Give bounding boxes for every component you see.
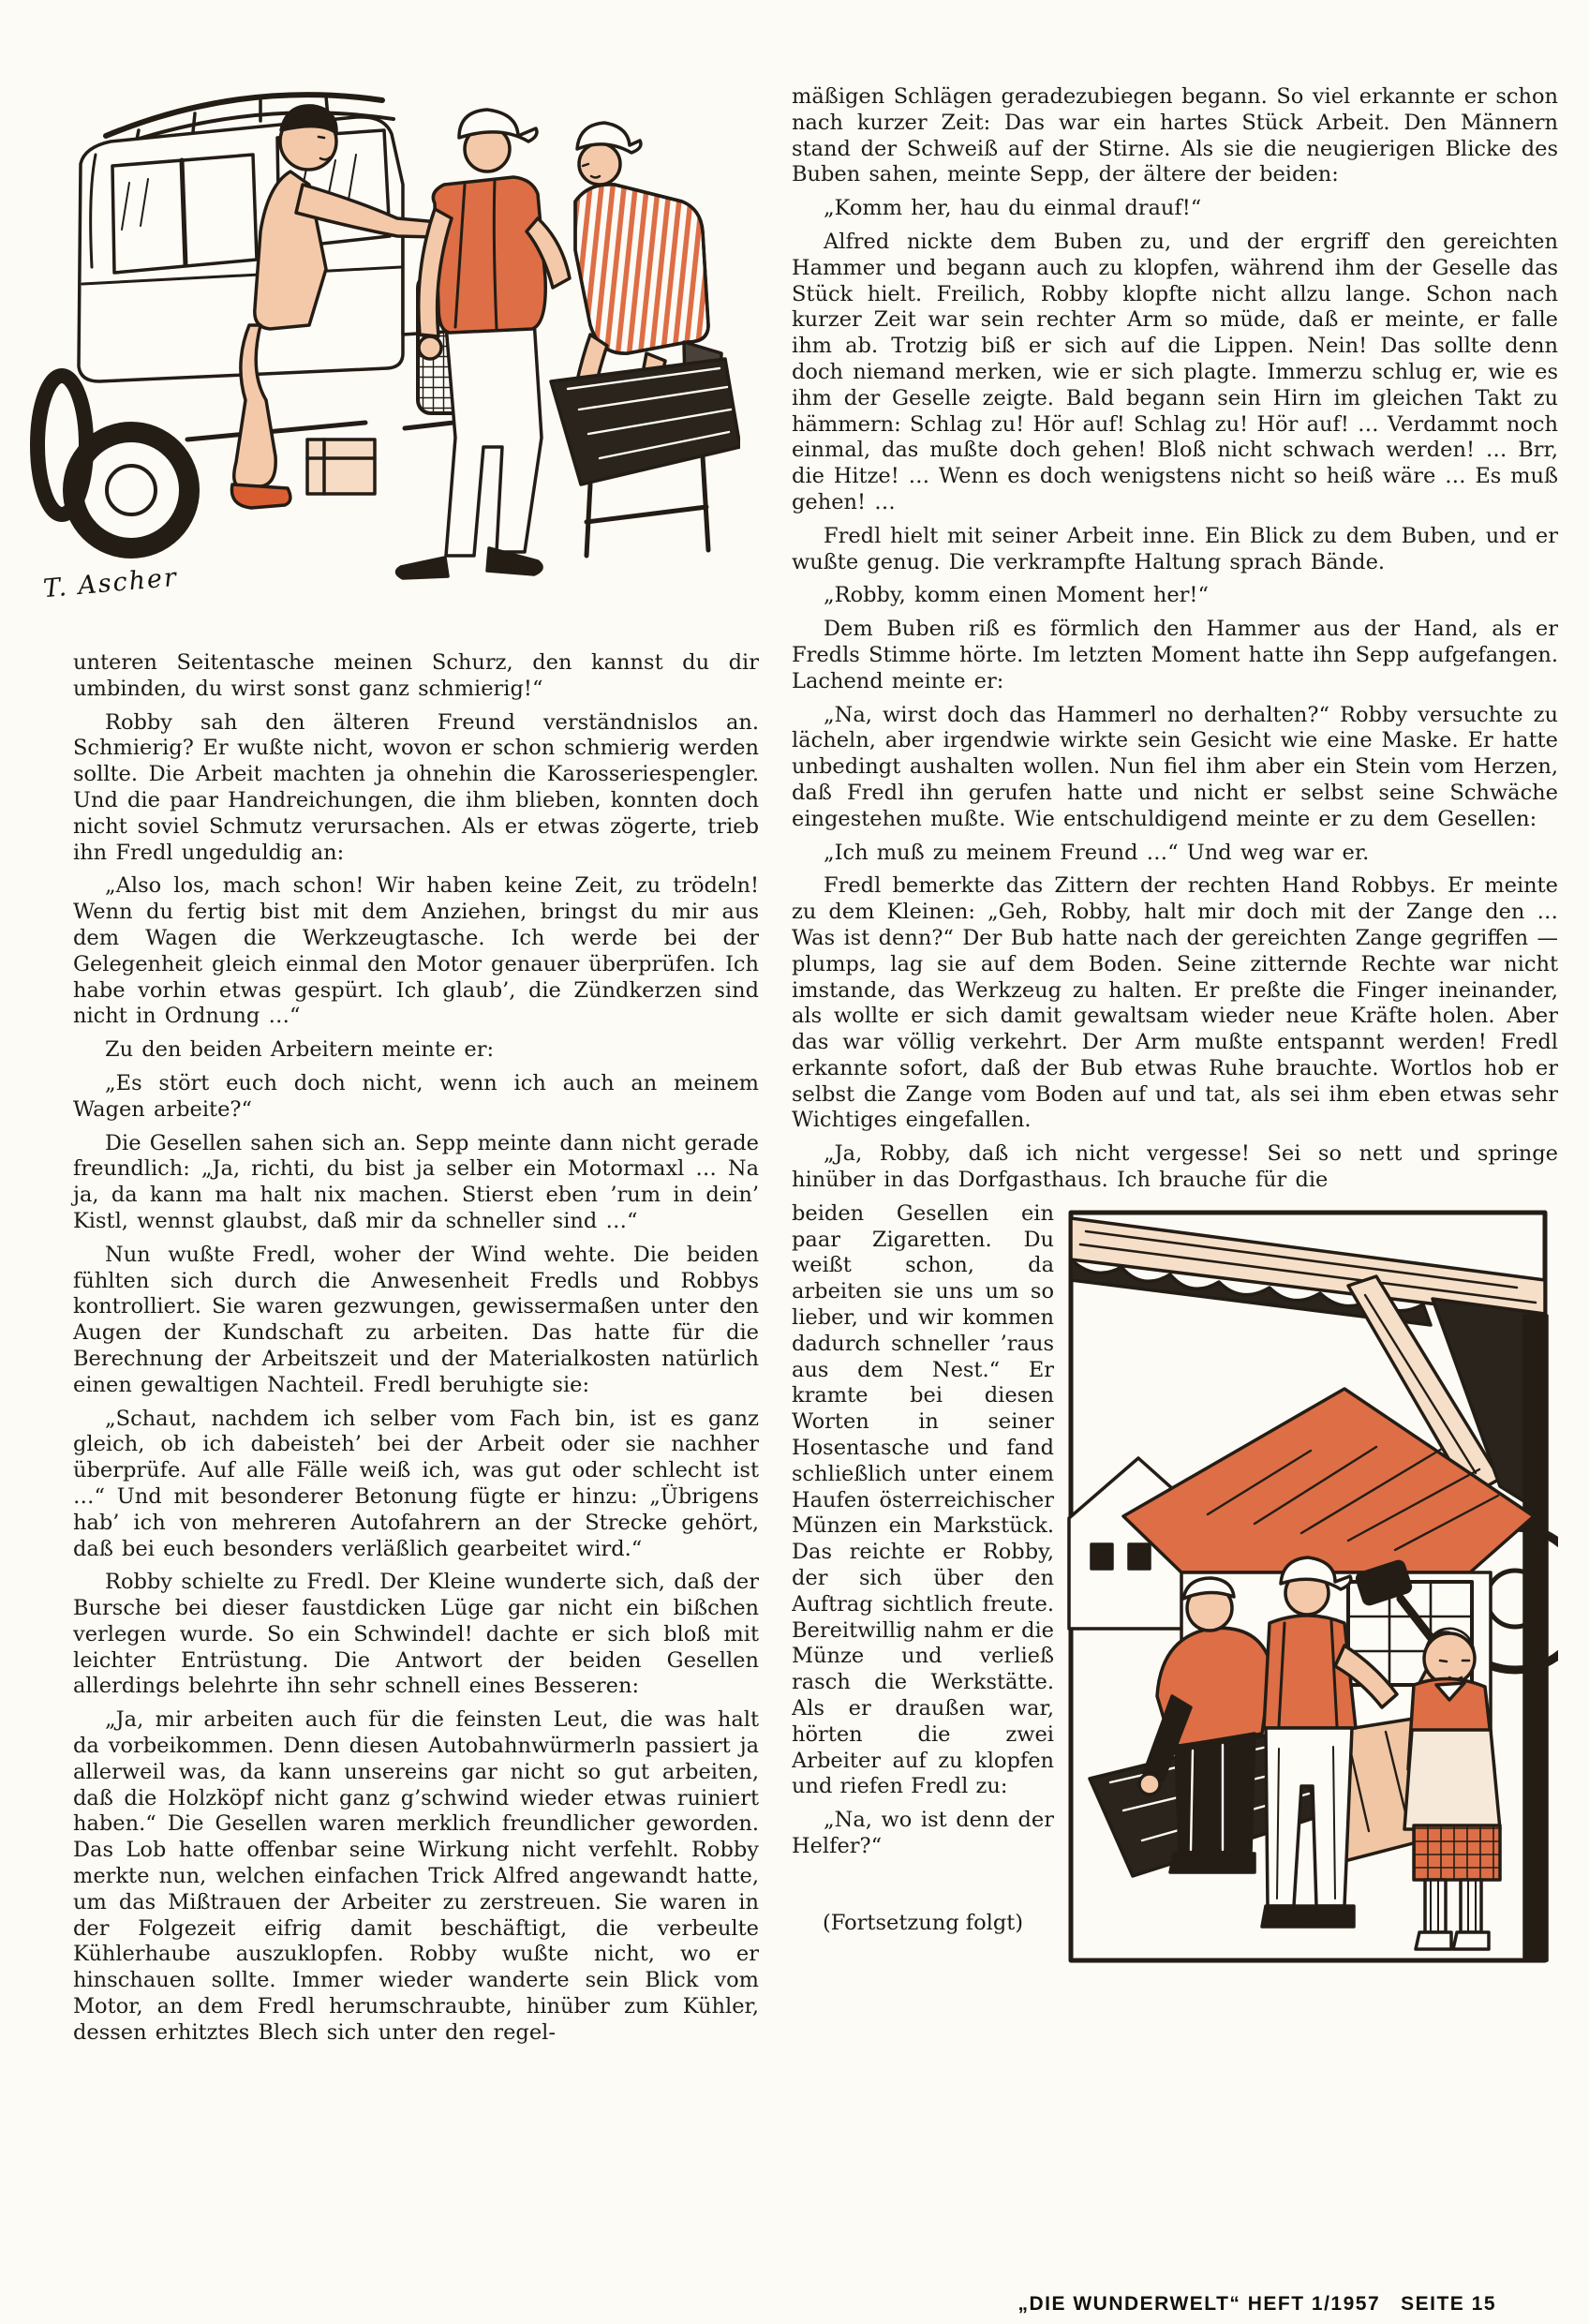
paragraph: Robby sah den älteren Freund verständnislos an. Schmierig? Er wußte nicht, wovon er schon schmierig werden sollte. Die Arbeit machten ja ohnehin die Karosseriespengler. Und die paar Handreichungen, die ihm blieben, konnten doch nicht soviel Schmutz verursachen. Als er etwas zögerte, trieb ihn Fredl ungeduldig an: (73, 709, 759, 865)
mechanic-back (396, 110, 570, 578)
wood-post (1524, 1316, 1547, 1960)
left-column-text (73, 650, 759, 2054)
workshop-illustration (1067, 1205, 1558, 1968)
paragraph: „Ja, mir arbeiten auch für die feinsten Leut, die was halt da vorbeikommen. Denn diesen Autobahnwürmerln passiert ja allerweil was, da kann unsereins gar nicht so gut arbeiten, daß die Holzköpf nicht ganz g’schwind wieder etwas ruiniert haben.“ Die Gesellen waren merklich freundlicher geworden. Das Lob hatte offenbar seine Wirkung nicht verfehlt. Robby merkte nun, welchen einfachen Trick Alfred angewandt hatte, um das Mißtrauen der Arbeiter zu zerstreuen. Sie waren in der Folgezeit eifrig damit beschäftigt, die verbeulte Kühlerhaube auszuklopfen. Robby wußte nicht, wo er hinschauen sollte. Immer wieder wanderte sein Blick vom Motor, an dem Fredl herumschraubte, hinüber zum Kühler, dessen erhitztes Blech sich unter den regel- (73, 1707, 759, 2045)
paragraph: „Also los, mach schon! Wir haben keine Zeit, zu trödeln! Wenn du fertig bist mit dem Anziehen, bringst du mir aus dem Wagen die Werkzeugtasche. Ich werde bei der Gelegenheit gleich einmal den Motor genauer überprüfen. Ich habe vorhin etwas gespürt. Ich glaub’, die Zündkerzen sind nicht in Ordnung …“ (73, 873, 759, 1029)
paragraph: „Na, wo ist denn der Helfer?“ (792, 1808, 1054, 1858)
workshop-illustration-svg (1067, 1205, 1558, 1968)
paragraph: Robby schielte zu Fredl. Der Kleine wunderte sich, daß der Bursche bei dieser faustdicken Lüge gar nicht ein bißchen verlegen wurde. So ein Schwindel! dachte er sich bloß mit leichter Entrüstung. Die Antwort der beiden Gesellen allerdings belehrte ihn sehr schnell eines Besseren: (73, 1570, 759, 1699)
page-footer: „DIE WUNDERWELT“ HEFT 1/1957 SEITE 15 (1017, 2293, 1496, 2315)
paragraph: „Schaut, nachdem ich selber vom Fach bin, ist es ganz gleich, ob ich dabeisteh’ bei der Arbeit oder sie nachher überprüfe. Auf alle Fälle weiß ich, was gut oder schlecht ist …“ Und mit besonderer Betonung fügte er hinzu: „Übrigens hab’ ich von mehreren Autofahrern an der Strecke gehört, daß bei euch besonders verläßlich gearbeitet wird.“ (73, 1406, 759, 1561)
right-column-text (792, 84, 1558, 1194)
wrap-zone (792, 1201, 1558, 1977)
workbench-fender (551, 359, 740, 556)
artist-signature: T. Ascher (41, 562, 180, 604)
paragraph: Zu den beiden Arbeitern meinte er: (105, 1037, 495, 1063)
paragraph: Fredl bemerkte das Zittern der rechten Hand Robbys. Er meinte zu dem Kleinen: „Geh, Robby, halt mir doch mit der Zange den … Was ist denn?“ Der Bub hatte nach der gereichten Zange gegriffen — plumps, lag sie auf dem Boden. Seine zitternde Rechte war nicht imstande, das Werkzeug zu halten. Er preßte die Finger ineinander, als wollte er sich damit gewaltsam wieder neue Kräfte holen. Aber das war völlig verkehrt. Der Arm mußte entspannt werden! Fredl erkannte sofort, daß der Bub etwas Ruhe brauchte. Wortlos hob er selbst die Zange vom Boden auf und tat, als sei ihm eben etwas sehr Wichtiges eingefallen. (792, 873, 1558, 1133)
right-column (792, 84, 1558, 1977)
paragraph: beiden Gesellen ein paar Zigaretten. Du weißt schon, da arbeiten sie uns um so lieber, und wir kommen dadurch schneller ’raus aus dem Nest.“ Er kramte bei diesen Worten in seiner Hosentasche und fand schließlich unter einem Haufen österreichischer Münzen ein Markstück. Das reichte er Robby, der sich über den Auftrag sichtlich freute. Bereitwillig nahm er die Münze und verließ rasch die Werkstätte. Als er draußen war, hörten die zwei Arbeiter auf zu klopfen und riefen Fredl zu: (792, 1200, 1054, 1799)
paragraph: Nun wußte Fredl, woher der Wind wehte. Die beiden fühlten sich durch die Anwesenheit Fredls und Robbys kontrolliert. Sie waren gezwungen, gewissermaßen unter den Augen der Kundschaft zu arbeiten. Das hatte für die Berechnung der Arbeitszeit und der Materialkosten natürlich einen gewaltigen Nachteil. Fredl beruhigte sie: (73, 1242, 759, 1397)
paragraph: „Na, wirst doch das Hammerl no derhalten?“ Robby versuchte zu lächeln, aber irgendwie wirkte sein Gesicht wie eine Maske. Er hatte unbedingt aushalten wollen. Nun fiel ihm aber ein Stein vom Herzen, daß Fredl ihn gerufen hatte und nicht er selbst seine Schwäche eingestehen mußte. Wie entschuldigend meinte er zu dem Gesellen: (792, 702, 1558, 831)
continuation-note: (Fortsetzung folgt) (822, 1910, 1024, 1935)
paragraph: Fredl hielt mit seiner Arbeit inne. Ein Blick zu dem Buben, und er wußte genug. Die verkrampfte Haltung sprach Bände. (792, 523, 1558, 574)
paragraph: mäßigen Schlägen geradezubiegen begann. So viel erkannte er schon nach kurzer Zeit: Das war ein hartes Stück Arbeit. Den Männern stand der Schweiß auf der Stirne. Als sie die neugierigen Blicke des Buben sahen, meinte Sepp, der ältere der beiden: (792, 84, 1558, 187)
car-repair-illustration (26, 41, 740, 622)
paragraph: Die Gesellen sahen sich an. Sepp meinte dann nicht gerade freundlich: „Ja, richti, du bist ja selber ein Motormaxl … Na ja, da kann ma halt nix machen. Stierst eben ’rum in dein’ Kistl, wennst glaubst, daß mir da schneller sind …“ (73, 1130, 759, 1233)
paragraph: „Robby, komm einen Moment her!“ (824, 583, 1209, 608)
paragraph: „Komm her, hau du einmal drauf!“ (824, 196, 1202, 221)
paragraph: unteren Seitentasche meinen Schurz, den kannst du dir umbinden, du wirst sonst ganz schmierig!“ (73, 650, 759, 701)
paragraph: „Es stört euch doch nicht, wenn ich auch an meinem Wagen arbeite?“ (73, 1070, 759, 1122)
car-repair-illustration-svg (26, 41, 740, 622)
paragraph: Dem Buben riß es förmlich den Hammer aus der Hand, als er Fredls Stimme hörte. Im letzten Moment hatte ihn Sepp aufgefangen. Lachend meinte er: (792, 617, 1558, 693)
paragraph: Alfred nickte dem Buben zu, und der ergriff den gereichten Hammer und begann auch zu klopfen, während ihm der Geselle das Stück hielt. Freilich, Robby klopfte nicht allzu lange. Schon nach kurzer Zeit war sein rechter Arm so müde, daß er meinte, er falle ihm ab. Trotzig biß er sich auf die Lippen. Nein! Das sollte denn doch niemand merken, wie er sich plagte. Immerzu schlug er, wie es ihm der Geselle zeigte. Bald begann sein Hirn im gleichen Takt zu hämmern: Schlag zu! Hör auf! Schlag zu! Hör auf! … Verdammt noch einmal, das mußte doch gehen! Bloß nicht schwach werden! … Brr, die Hitze! … Wenn es doch wenigstens nicht so heiß wäre … Es muß gehen! … (792, 229, 1558, 514)
paragraph: „Ich muß zu meinem Freund …“ Und weg war er. (824, 840, 1370, 865)
paragraph: „Ja, Robby, daß ich nicht vergesse! Sei so nett und springe hinüber in das Dorfgasthaus. Ich brauche für die (792, 1141, 1558, 1193)
